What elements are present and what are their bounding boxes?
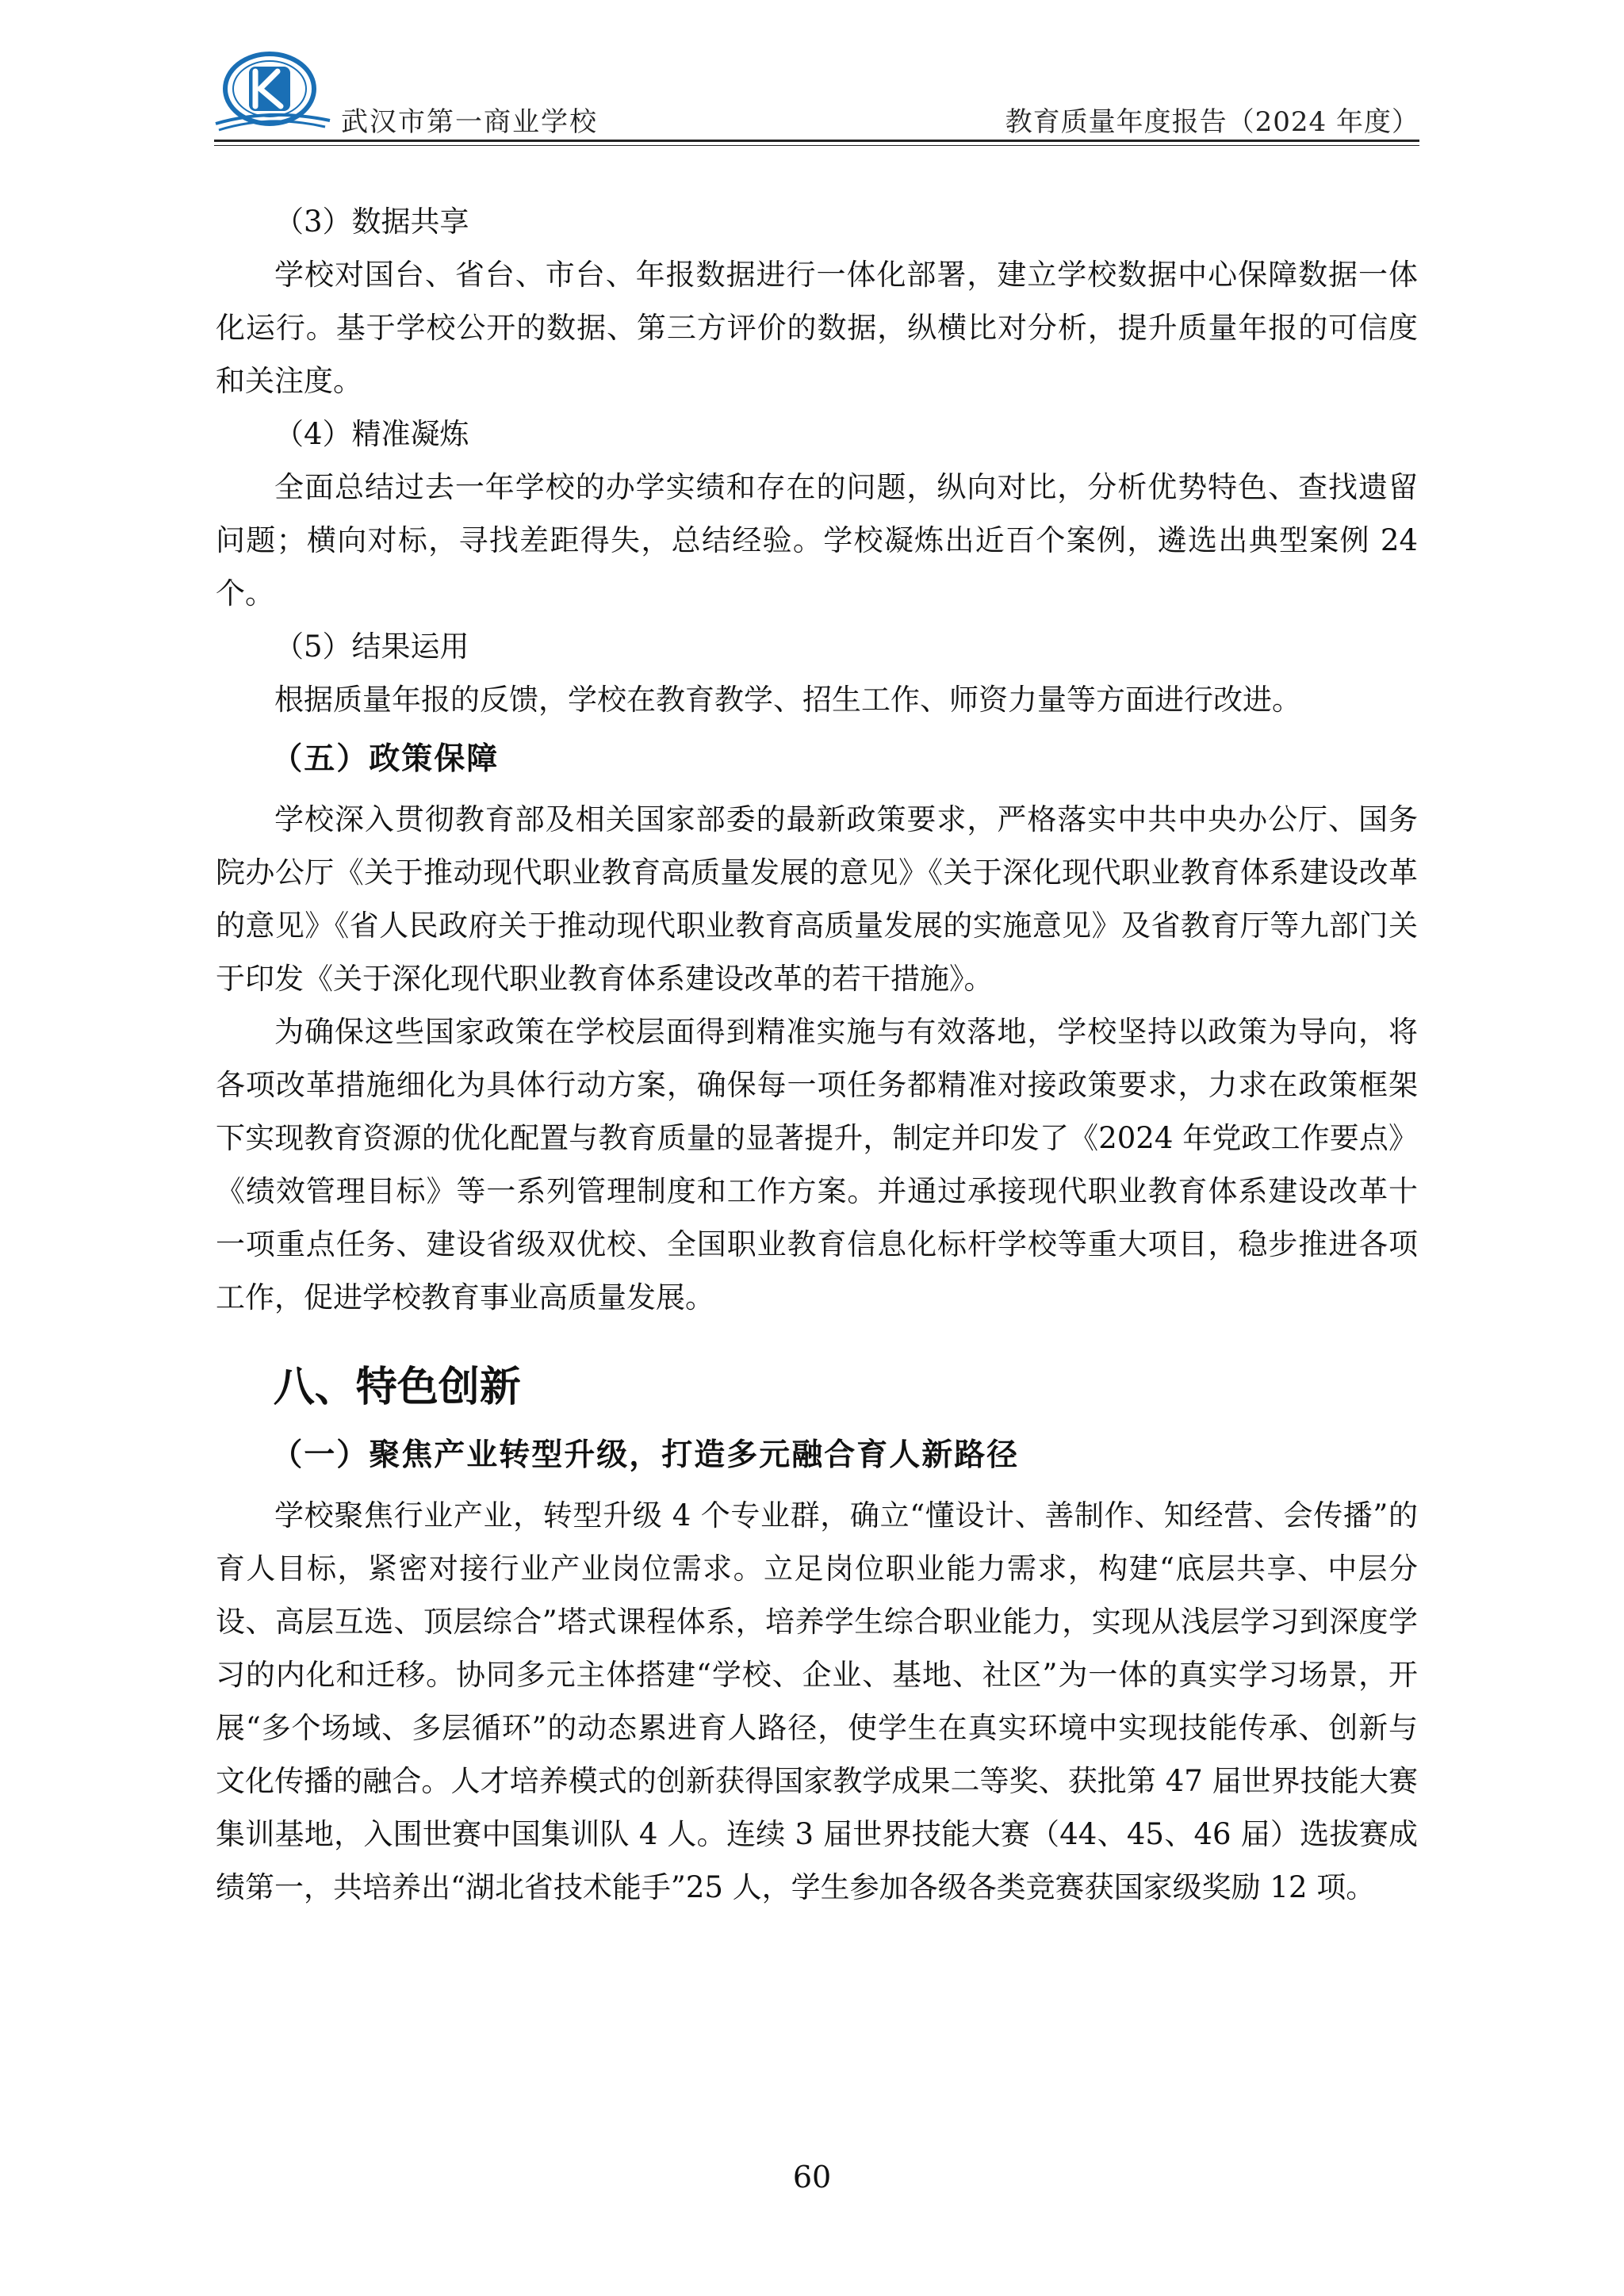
- subsection-title-precise-refine: （4）精准凝炼: [274, 417, 469, 451]
- page-number: 60: [792, 2160, 832, 2195]
- paragraph-policy-1: 学校深入贯彻教育部及相关国家部委的最新政策要求，严格落实中共中央办公厅、国务院办公厅《关于推动现代职业教育高质量发展的意见》《关于深化现代职业教育体系建设改革的意见》《省人民政府关于推动现代职业教育高质量发展的实施意见》及省教育厅等九部门关于印发《关于深化现代职业教育体系建设改革的若干措施》。: [216, 802, 1418, 996]
- section-heading-policy: （五）政策保障: [271, 741, 500, 777]
- paragraph-data-sharing: 学校对国台、省台、市台、年报数据进行一体化部署，建立学校数据中心保障数据一体化运行。基于学校公开的数据、第三方评价的数据，纵横比对分析，提升质量年报的可信度和关注度。: [216, 258, 1418, 398]
- report-title: 教育质量年度报告（2024 年度）: [1005, 106, 1419, 138]
- header-divider-thin: [214, 145, 1419, 146]
- school-emblem-icon: [214, 48, 333, 143]
- page-header: [214, 48, 1419, 143]
- chapter-heading-innovation: 八、特色创新: [273, 1364, 521, 1411]
- page-body: [216, 195, 1418, 1914]
- paragraph-precise-refine: 全面总结过去一年学校的办学实绩和存在的问题，纵向对比，分析优势特色、查找遗留问题；横向对标，寻找差距得失，总结经验。学校凝炼出近百个案例，遴选出典型案例 24 个。: [216, 470, 1418, 610]
- subsection-title-result-apply: （5）结果运用: [274, 629, 469, 664]
- header-divider: [214, 140, 1419, 142]
- paragraph-result-apply: 根据质量年报的反馈，学校在教育教学、招生工作、师资力量等方面进行改进。: [274, 683, 1301, 717]
- school-name: 武汉市第一商业学校: [341, 106, 598, 138]
- paragraph-innovation: 学校聚焦行业产业，转型升级 4 个专业群，确立“懂设计、善制作、知经营、会传播”的育人目标，紧密对接行业产业岗位需求。立足岗位职业能力需求，构建“底层共享、中层分设、高层互选、顶层综合”塔式课程体系，培养学生综合职业能力，实现从浅层学习到深度学习的内化和迁移。协同多元主体搭建“学校、企业、基地、社区”为一体的真实学习场景，开展“多个场域、多层循环”的动态累进育人路径，使学生在真实环境中实现技能传承、创新与文化传播的融合。人才培养模式的创新获得国家教学成果二等奖、获批第 47 届世界技能大赛集训基地，入围世赛中国集训队 4 人。连续 3 届世界技能大赛（44、45、46 届）选拔赛成绩第一，共培养出“湖北省技术能手”25 人，学生参加各级各类竞赛获国家级奖励 12 项。: [216, 1498, 1418, 1904]
- paragraph-policy-2: 为确保这些国家政策在学校层面得到精准实施与有效落地，学校坚持以政策为导向，将各项改革措施细化为具体行动方案，确保每一项任务都精准对接政策要求，力求在政策框架下实现教育资源的优化配置与教育质量的显著提升，制定并印发了《2024 年党政工作要点》《绩效管理目标》等一系列管理制度和工作方案。并通过承接现代职业教育体系建设改革十一项重点任务、建设省级双优校、全国职业教育信息化标杆学校等重大项目，稳步推进各项工作，促进学校教育事业高质量发展。: [216, 1015, 1418, 1314]
- subsection-title-data-sharing: （3）数据共享: [274, 205, 469, 239]
- section-heading-innovation-1: （一）聚焦产业转型升级，打造多元融合育人新路径: [271, 1437, 1020, 1473]
